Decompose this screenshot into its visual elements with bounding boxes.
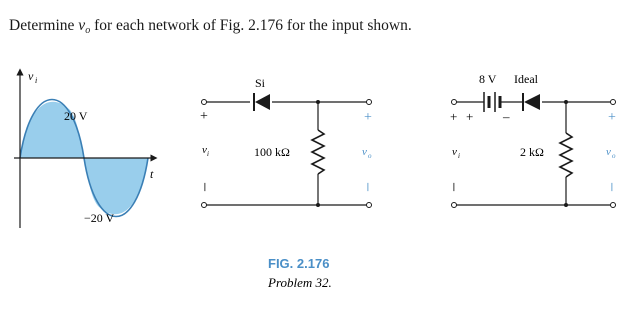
circuit-b-diode-label: Ideal bbox=[514, 72, 538, 86]
circuit-a-out-minus: – bbox=[360, 183, 377, 191]
circuit-b-resistor-label: 2 kΩ bbox=[520, 145, 544, 159]
figure-caption-title: FIG. 2.176 bbox=[268, 256, 330, 271]
circuit-b-battery-label: 8 V bbox=[479, 72, 497, 86]
circuit-b-out-bottom-terminal bbox=[611, 203, 616, 208]
circuit-a-in-bottom-terminal bbox=[202, 203, 207, 208]
negative-half-fill bbox=[84, 158, 148, 214]
circuit-b-out-plus: + bbox=[608, 110, 616, 125]
circuit-b-out-top-terminal bbox=[611, 100, 616, 105]
circuit-b-in-plus: + bbox=[450, 109, 458, 124]
question-var: v bbox=[78, 17, 86, 34]
circuit-a-resistor-icon bbox=[312, 130, 324, 174]
circuit-b-in-minus: – bbox=[446, 183, 463, 191]
circuit-a-out-sub: o bbox=[368, 152, 372, 160]
circuit-a-in-minus: – bbox=[197, 183, 214, 191]
circuit-b-battery-minus: – bbox=[503, 109, 510, 124]
circuit-a-out-top-terminal bbox=[367, 100, 372, 105]
waveform-y-label: v bbox=[28, 69, 34, 83]
circuit-a-diode-icon bbox=[254, 93, 270, 111]
question-suffix: for each network of Fig. 2.176 for the input shown. bbox=[90, 17, 412, 34]
circuit-a-out-plus: + bbox=[364, 110, 372, 125]
waveform-peak-label: 20 V bbox=[64, 109, 88, 123]
circuit-b bbox=[446, 72, 621, 208]
circuit-a-in-sub: i bbox=[207, 150, 209, 158]
circuit-b-in-label: v bbox=[452, 146, 457, 158]
circuit-a-in-plus: + bbox=[200, 109, 208, 124]
circuit-b-battery-icon bbox=[484, 92, 500, 112]
circuit-a-out-bottom-terminal bbox=[367, 203, 372, 208]
waveform-trough-label: −20 V bbox=[84, 211, 115, 225]
circuit-a-resistor-label: 100 kΩ bbox=[254, 145, 290, 159]
circuit-a-diode-label: Si bbox=[255, 76, 266, 90]
question-prefix: Determine bbox=[9, 17, 79, 34]
circuit-b-battery-plus: + bbox=[466, 109, 474, 124]
input-waveform bbox=[14, 69, 154, 228]
waveform-y-label-sub: i bbox=[35, 76, 38, 85]
circuit-b-out-minus: – bbox=[604, 183, 621, 191]
waveform-x-label: t bbox=[150, 167, 154, 181]
circuit-b-diode-icon bbox=[523, 93, 540, 111]
circuit-b-resistor-icon bbox=[560, 133, 572, 177]
circuit-a-out-label: v bbox=[362, 146, 367, 158]
circuit-a-in-top-terminal bbox=[202, 100, 207, 105]
circuit-b-in-bottom-terminal bbox=[452, 203, 457, 208]
circuit-b-in-top-terminal bbox=[452, 100, 457, 105]
circuit-a bbox=[197, 76, 377, 208]
circuit-b-out-sub: o bbox=[612, 152, 616, 160]
figure-caption-problem: Problem 32. bbox=[268, 275, 332, 290]
question-var-sub: o bbox=[85, 25, 91, 36]
circuit-b-out-label: v bbox=[606, 146, 611, 158]
circuit-a-in-label: v bbox=[202, 144, 207, 156]
circuit-b-in-sub: i bbox=[458, 152, 460, 160]
